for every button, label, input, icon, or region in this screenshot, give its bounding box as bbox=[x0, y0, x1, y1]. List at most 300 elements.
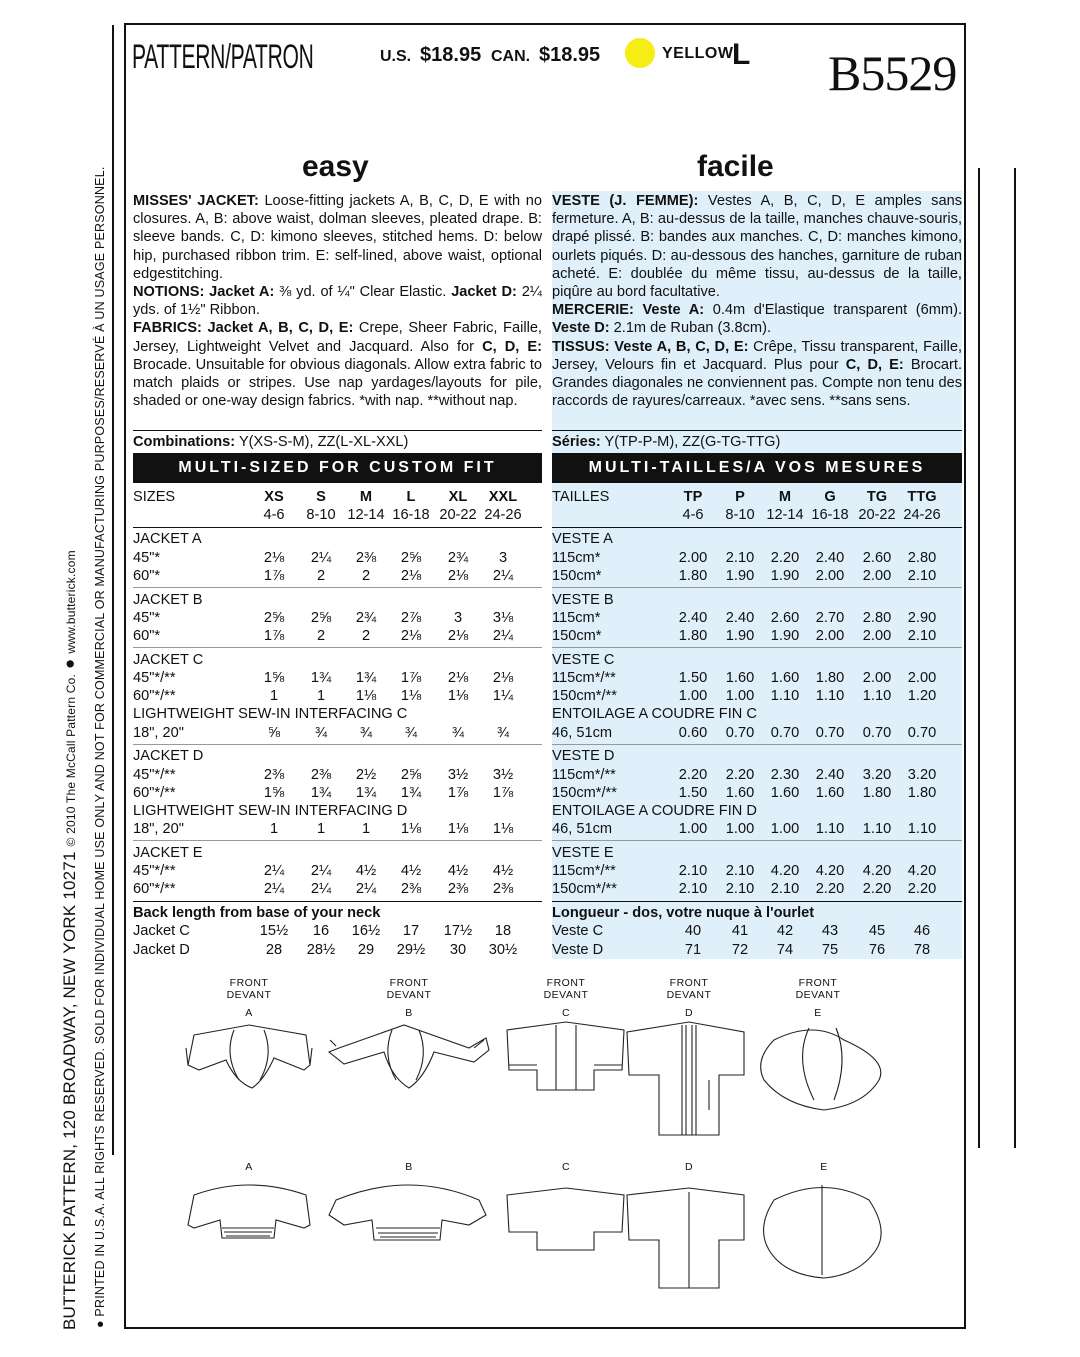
table-cell: 12-14 bbox=[347, 507, 385, 524]
left-rule bbox=[112, 25, 114, 1155]
table-cell: 1.50 bbox=[678, 784, 708, 801]
group-divider bbox=[552, 840, 962, 841]
publisher-address: BUTTERICK PATTERN, 120 BROADWAY, NEW YORK 10271 © 2010 The McCall Pattern Co. ● www.butterick.com bbox=[60, 550, 79, 1330]
table-cell: 2 bbox=[316, 567, 326, 584]
table-cell: ¾ bbox=[451, 724, 465, 741]
row-label: 60"*/** bbox=[133, 784, 176, 801]
table-cell: 1.80 bbox=[678, 567, 708, 584]
view-letter-back: C bbox=[561, 1161, 571, 1173]
table-cell: 2 bbox=[361, 567, 371, 584]
table-cell: 28 bbox=[265, 941, 283, 958]
table-row bbox=[133, 687, 542, 705]
table-row bbox=[133, 724, 542, 742]
english-description: MISSES' JACKET: Loose-fitting jackets A, B, C, D, E with no closures. A, B: above waist, dolman sleeves, pleated drape. B: sleeve bands. C, D: kimono sleeves, stitched hems. D: below hip, purchased ribbon trim. E: self-lined, above waist, optional edgestitching. NOTIONS: Jacket A: ⅜ yd. of ¼" Clear Elastic. Jacket D: 2¼ yds. of 1½" Ribbon. FABRICS: Jacket A, B, C, D, E: Crepe, Sheer Fabric, Faille, Jersey, Lightweight Velvet and Jacquard. Also for C, D, E: Brocade. Unsuitable for obvious diagonals. Allow extra fabric to match plaids or stripes. Use nap yardages/layouts for pile, shaded or one-way design fabrics. *with nap. **without nap. bbox=[133, 193, 543, 410]
table-cell: 4-6 bbox=[263, 507, 285, 524]
table-cell: 2½ bbox=[355, 766, 377, 783]
table-cell: 4½ bbox=[447, 863, 469, 880]
front-label: FRONT bbox=[389, 977, 429, 989]
back-length-divider bbox=[133, 901, 542, 902]
jacket-b-back-drawing bbox=[329, 1185, 486, 1240]
table-row bbox=[133, 669, 542, 687]
table-cell: 76 bbox=[868, 941, 886, 958]
table-cell: 2⅜ bbox=[310, 766, 332, 783]
row-label: VESTE B bbox=[552, 591, 614, 608]
table-cell: 1.90 bbox=[725, 628, 755, 644]
table-cell: 2.10 bbox=[725, 549, 755, 566]
table-row bbox=[552, 766, 962, 784]
table-cell: 24-26 bbox=[484, 507, 522, 524]
english-group-title bbox=[133, 844, 542, 862]
right-rule-2 bbox=[1014, 168, 1016, 1148]
row-label: 46, 51cm bbox=[552, 724, 613, 741]
table-cell: 2.00 bbox=[862, 567, 892, 584]
table-cell: 1¾ bbox=[400, 784, 422, 801]
group-divider bbox=[552, 744, 962, 745]
row-label: Veste D bbox=[552, 941, 604, 958]
table-cell: 1.90 bbox=[725, 567, 755, 584]
table-cell: 1.10 bbox=[815, 688, 845, 705]
row-label: VESTE A bbox=[552, 531, 613, 548]
table-cell: 3⅛ bbox=[492, 609, 514, 626]
view-letter-front: E bbox=[814, 1007, 822, 1019]
row-label: 150cm* bbox=[552, 628, 602, 644]
table-cell: 2.10 bbox=[725, 881, 755, 898]
row-label: JACKET D bbox=[133, 748, 204, 765]
table-cell: 2.10 bbox=[678, 881, 708, 898]
english-group-title bbox=[133, 530, 542, 548]
row-label: VESTE C bbox=[552, 651, 615, 668]
row-label: Jacket C bbox=[133, 923, 190, 940]
front-label: FRONT bbox=[546, 977, 586, 989]
table-cell: 2.90 bbox=[907, 609, 937, 626]
row-label: LIGHTWEIGHT SEW-IN INTERFACING D bbox=[133, 803, 408, 819]
table-cell: 18 bbox=[494, 923, 512, 940]
row-label: 150cm*/** bbox=[552, 688, 617, 705]
english-divider bbox=[133, 430, 542, 431]
english-combinations: Combinations: Y(XS-S-M), ZZ(L-XL-XXL) bbox=[133, 434, 409, 450]
table-row bbox=[552, 724, 962, 742]
table-cell: 2.20 bbox=[907, 881, 937, 898]
table-cell: 29 bbox=[357, 941, 375, 958]
table-row bbox=[552, 627, 962, 645]
table-cell: 8-10 bbox=[306, 507, 336, 524]
table-cell: 2⅛ bbox=[447, 567, 469, 584]
table-cell: 1.10 bbox=[862, 688, 892, 705]
table-cell: 1⅛ bbox=[400, 821, 422, 838]
table-row bbox=[133, 766, 542, 784]
front-label: FRONT bbox=[669, 977, 709, 989]
table-cell: 17 bbox=[402, 923, 420, 940]
table-row bbox=[133, 567, 542, 585]
row-label: 60"*/** bbox=[133, 688, 176, 705]
row-label: 60"*/** bbox=[133, 881, 176, 898]
table-cell: 1.00 bbox=[770, 821, 800, 838]
table-cell: 2⅛ bbox=[400, 567, 422, 584]
table-row bbox=[552, 567, 962, 585]
table-cell: 2 bbox=[316, 628, 326, 644]
table-row bbox=[133, 549, 542, 567]
row-label: 45"* bbox=[133, 549, 161, 566]
table-cell: 1.00 bbox=[725, 821, 755, 838]
french-interfacing-title bbox=[552, 802, 962, 820]
table-cell: 2.80 bbox=[862, 609, 892, 626]
table-cell: 1¾ bbox=[355, 784, 377, 801]
group-divider bbox=[133, 647, 542, 648]
table-cell: TTG bbox=[907, 489, 937, 505]
table-cell: 2¼ bbox=[310, 881, 332, 898]
french-sizes-header bbox=[552, 488, 962, 506]
row-label: 60"* bbox=[133, 628, 161, 644]
back-length-divider bbox=[552, 901, 962, 902]
table-divider bbox=[133, 527, 542, 528]
row-label: JACKET C bbox=[133, 651, 204, 668]
table-cell: 1.60 bbox=[770, 670, 800, 686]
table-cell: 1⅞ bbox=[263, 567, 285, 584]
table-cell: 41 bbox=[731, 923, 749, 940]
difficulty-french: facile bbox=[697, 150, 774, 183]
view-letter-front: B bbox=[405, 1007, 413, 1019]
table-cell: L bbox=[406, 489, 416, 505]
table-cell: 16-18 bbox=[811, 507, 849, 524]
english-group-title bbox=[133, 591, 542, 609]
table-cell: 1⅞ bbox=[400, 670, 422, 686]
table-cell: 1.10 bbox=[862, 821, 892, 838]
row-label: SIZES bbox=[133, 489, 176, 505]
table-cell: 4.20 bbox=[770, 863, 800, 880]
english-size-bar: MULTI-SIZED FOR CUSTOM FIT bbox=[133, 453, 542, 483]
row-label: 18", 20" bbox=[133, 724, 184, 741]
row-label: VESTE E bbox=[552, 845, 614, 861]
group-divider bbox=[133, 587, 542, 588]
table-cell: 2.10 bbox=[770, 881, 800, 898]
table-cell: 2⅜ bbox=[447, 881, 469, 898]
table-cell: 2.10 bbox=[678, 863, 708, 880]
table-cell: 2⅝ bbox=[310, 609, 332, 626]
table-cell: 1 bbox=[316, 688, 326, 705]
table-cell: 0.70 bbox=[815, 724, 845, 741]
table-cell: 3½ bbox=[492, 766, 514, 783]
table-row bbox=[133, 922, 542, 940]
table-cell: 2¼ bbox=[263, 881, 285, 898]
table-cell: 2.40 bbox=[678, 609, 708, 626]
table-cell: 1.10 bbox=[770, 688, 800, 705]
table-cell: 3½ bbox=[447, 766, 469, 783]
table-cell: 1⅝ bbox=[263, 670, 285, 686]
table-cell: 1⅛ bbox=[447, 821, 469, 838]
table-cell: 1 bbox=[269, 821, 279, 838]
table-cell: 4.20 bbox=[862, 863, 892, 880]
table-cell: 1¼ bbox=[492, 688, 514, 705]
table-cell: 46 bbox=[913, 923, 931, 940]
table-cell: 2⅞ bbox=[400, 609, 422, 626]
english-group-title bbox=[133, 651, 542, 669]
jacket-a-front-drawing bbox=[186, 1025, 312, 1088]
yellow-dot-icon bbox=[625, 38, 655, 68]
group-divider bbox=[133, 744, 542, 745]
pattern-number: B5529 bbox=[828, 45, 957, 101]
front-label: DEVANT bbox=[795, 989, 841, 1001]
table-cell: 0.60 bbox=[678, 724, 708, 741]
table-row bbox=[552, 609, 962, 627]
view-letter-front: A bbox=[245, 1007, 253, 1019]
table-cell: 72 bbox=[731, 941, 749, 958]
table-cell: 1⅞ bbox=[492, 784, 514, 801]
row-label: 150cm*/** bbox=[552, 784, 617, 801]
table-cell: 1.80 bbox=[678, 628, 708, 644]
table-cell: 28½ bbox=[306, 941, 336, 958]
table-row bbox=[133, 609, 542, 627]
french-combinations: Séries: Y(TP-P-M), ZZ(G-TG-TTG) bbox=[552, 434, 781, 450]
table-cell: 1 bbox=[269, 688, 279, 705]
table-cell: 71 bbox=[684, 941, 702, 958]
view-letter-back: A bbox=[245, 1161, 253, 1173]
table-row bbox=[133, 862, 542, 880]
group-divider bbox=[133, 840, 542, 841]
table-cell: 2.60 bbox=[770, 609, 800, 626]
table-divider bbox=[552, 527, 962, 528]
table-cell: S bbox=[316, 489, 326, 505]
table-cell: 1.80 bbox=[862, 784, 892, 801]
front-label: FRONT bbox=[229, 977, 269, 989]
table-cell: 45 bbox=[868, 923, 886, 940]
row-label: 115cm* bbox=[552, 609, 601, 626]
table-cell: 2.40 bbox=[725, 609, 755, 626]
jacket-b-front-drawing bbox=[329, 1025, 489, 1088]
table-cell: ¾ bbox=[496, 724, 510, 741]
table-cell: 2.40 bbox=[815, 549, 845, 566]
row-label: 150cm* bbox=[552, 567, 602, 584]
table-cell: XXL bbox=[488, 489, 518, 505]
table-cell: 16 bbox=[312, 923, 330, 940]
front-label: DEVANT bbox=[386, 989, 432, 1001]
table-cell: 78 bbox=[913, 941, 931, 958]
row-label: 18", 20" bbox=[133, 821, 184, 838]
row-label: 60"* bbox=[133, 567, 161, 584]
table-cell: 1.00 bbox=[678, 821, 708, 838]
table-cell: 2.20 bbox=[678, 766, 708, 783]
french-interfacing-title bbox=[552, 705, 962, 723]
row-label: Back length from base of your neck bbox=[133, 905, 381, 922]
table-cell: 1.60 bbox=[725, 784, 755, 801]
english-interfacing-title bbox=[133, 705, 542, 723]
table-cell: 2⅜ bbox=[492, 881, 514, 898]
french-divider bbox=[552, 430, 962, 431]
front-label: DEVANT bbox=[543, 989, 589, 1001]
table-cell: 2¼ bbox=[310, 863, 332, 880]
table-cell: 2.00 bbox=[815, 567, 845, 584]
english-back-length-title bbox=[133, 904, 542, 922]
table-cell: 2.00 bbox=[678, 549, 708, 566]
table-cell: TP bbox=[683, 489, 703, 505]
table-cell: 42 bbox=[776, 923, 794, 940]
can-price: CAN. $18.95 bbox=[491, 44, 601, 66]
table-cell: 2¼ bbox=[492, 567, 514, 584]
table-cell: 2.10 bbox=[907, 628, 937, 644]
table-cell: 2.20 bbox=[815, 881, 845, 898]
right-rule-1 bbox=[978, 168, 980, 1148]
table-cell: 1.80 bbox=[815, 670, 845, 686]
row-label: JACKET A bbox=[133, 531, 202, 548]
usage-notice: ● PRINTED IN U.S.A. ALL RIGHTS RESERVED. SOLD FOR INDIVIDUAL HOME USE ONLY AND NOT FOR COMMERCIAL OR MANUFACTURING PURPOSES/RESERVÉ À UN USAGE PERSONNEL. bbox=[93, 166, 107, 1328]
table-cell: 1.80 bbox=[907, 784, 937, 801]
row-label: 115cm*/** bbox=[552, 863, 616, 880]
row-label: Jacket D bbox=[133, 941, 190, 958]
table-cell: 20-22 bbox=[858, 507, 896, 524]
table-cell: 1.60 bbox=[770, 784, 800, 801]
english-size-ranges bbox=[133, 506, 542, 524]
table-row bbox=[133, 941, 542, 959]
garment-illustrations bbox=[124, 970, 966, 1310]
view-letter-back: D bbox=[684, 1161, 694, 1173]
table-cell: 2.10 bbox=[725, 863, 755, 880]
english-group-title bbox=[133, 747, 542, 765]
table-cell: 8-10 bbox=[725, 507, 755, 524]
row-label: 45"*/** bbox=[133, 670, 176, 686]
table-cell: 2⅜ bbox=[400, 881, 422, 898]
jacket-a-back-drawing bbox=[188, 1185, 310, 1238]
table-cell: P bbox=[735, 489, 745, 505]
table-cell: 2⅛ bbox=[263, 549, 285, 566]
row-label: 115cm*/** bbox=[552, 766, 616, 783]
table-cell: M bbox=[778, 489, 792, 505]
table-cell: 1⅛ bbox=[400, 688, 422, 705]
table-row bbox=[552, 820, 962, 838]
table-cell: ¾ bbox=[359, 724, 373, 741]
table-cell: 20-22 bbox=[439, 507, 477, 524]
table-cell: ⅝ bbox=[267, 724, 281, 741]
table-cell: 2.20 bbox=[725, 766, 755, 783]
table-cell: 3 bbox=[453, 609, 463, 626]
table-cell: 30 bbox=[449, 941, 467, 958]
jacket-d-back-drawing bbox=[627, 1188, 744, 1288]
table-cell: XS bbox=[264, 489, 284, 505]
table-cell: TG bbox=[866, 489, 888, 505]
table-cell: 2.00 bbox=[907, 670, 937, 686]
pattern-label: PATTERN/PATRON bbox=[132, 38, 314, 76]
table-cell: 1.90 bbox=[770, 567, 800, 584]
row-label: 45"*/** bbox=[133, 863, 176, 880]
table-cell: 1.00 bbox=[678, 688, 708, 705]
table-cell: 2.00 bbox=[862, 628, 892, 644]
table-cell: 2.00 bbox=[862, 670, 892, 686]
table-cell: 0.70 bbox=[862, 724, 892, 741]
table-row bbox=[133, 627, 542, 645]
view-letter-front: C bbox=[561, 1007, 571, 1019]
row-label: 115cm* bbox=[552, 549, 601, 566]
table-cell: 1.20 bbox=[907, 688, 937, 705]
table-row bbox=[133, 820, 542, 838]
table-cell: 2.40 bbox=[815, 766, 845, 783]
table-cell: 29½ bbox=[396, 941, 426, 958]
table-cell: 1.10 bbox=[815, 821, 845, 838]
table-cell: 2.70 bbox=[815, 609, 845, 626]
jacket-e-front-drawing bbox=[761, 1028, 881, 1110]
table-cell: 1⅞ bbox=[263, 628, 285, 644]
table-cell: XL bbox=[448, 489, 468, 505]
table-cell: 4½ bbox=[355, 863, 377, 880]
table-cell: 2⅛ bbox=[492, 670, 514, 686]
table-cell: 4.20 bbox=[815, 863, 845, 880]
row-label: ENTOILAGE A COUDRE FIN C bbox=[552, 706, 757, 723]
table-cell: 1¾ bbox=[310, 670, 332, 686]
table-cell: 16-18 bbox=[392, 507, 430, 524]
copyright: © 2010 The McCall Pattern Co. bbox=[64, 673, 78, 847]
table-cell: 2.60 bbox=[862, 549, 892, 566]
table-cell: 30½ bbox=[488, 941, 518, 958]
table-cell: 2¼ bbox=[492, 628, 514, 644]
table-cell: 2.20 bbox=[862, 881, 892, 898]
table-cell: M bbox=[359, 489, 373, 505]
table-cell: 3.20 bbox=[862, 766, 892, 783]
jacket-c-back-drawing bbox=[507, 1188, 624, 1250]
french-group-title bbox=[552, 651, 962, 669]
table-cell: 2.10 bbox=[907, 567, 937, 584]
table-cell: 17½ bbox=[443, 923, 473, 940]
row-label: 115cm*/** bbox=[552, 670, 616, 686]
row-label: JACKET B bbox=[133, 591, 203, 608]
english-interfacing-title bbox=[133, 802, 542, 820]
row-label: VESTE D bbox=[552, 748, 615, 765]
table-cell: 2¼ bbox=[263, 863, 285, 880]
row-label: Veste C bbox=[552, 923, 604, 940]
table-cell: 1⅛ bbox=[447, 688, 469, 705]
table-cell: 2.80 bbox=[907, 549, 937, 566]
table-cell: 3.20 bbox=[907, 766, 937, 783]
row-label: 45"* bbox=[133, 609, 161, 626]
table-cell: 2¾ bbox=[447, 549, 469, 566]
table-cell: 2⅛ bbox=[400, 628, 422, 644]
table-cell: 1⅝ bbox=[263, 784, 285, 801]
table-cell: 4½ bbox=[492, 863, 514, 880]
french-group-title bbox=[552, 591, 962, 609]
row-label: ENTOILAGE A COUDRE FIN D bbox=[552, 803, 757, 819]
row-label: Longueur - dos, votre nuque à l'ourlet bbox=[552, 905, 815, 922]
table-row bbox=[552, 549, 962, 567]
table-cell: 43 bbox=[821, 923, 839, 940]
table-row bbox=[552, 687, 962, 705]
french-group-title bbox=[552, 530, 962, 548]
us-price: U.S. $18.95 bbox=[380, 44, 482, 66]
table-cell: 1.00 bbox=[725, 688, 755, 705]
table-cell: 2⅛ bbox=[447, 670, 469, 686]
table-cell: 2⅜ bbox=[263, 766, 285, 783]
table-cell: 16½ bbox=[351, 923, 381, 940]
table-cell: 2⅝ bbox=[263, 609, 285, 626]
table-cell: 4.20 bbox=[907, 863, 937, 880]
table-cell: 2⅝ bbox=[400, 766, 422, 783]
table-cell: 74 bbox=[776, 941, 794, 958]
row-label: 45"*/** bbox=[133, 766, 176, 783]
row-label: 150cm*/** bbox=[552, 881, 617, 898]
table-row bbox=[133, 880, 542, 898]
table-row bbox=[552, 784, 962, 802]
table-row bbox=[552, 862, 962, 880]
table-cell: 0.70 bbox=[907, 724, 937, 741]
table-cell: 1⅛ bbox=[355, 688, 377, 705]
table-cell: 1.90 bbox=[770, 628, 800, 644]
group-divider bbox=[552, 587, 962, 588]
website: www.butterick.com bbox=[64, 550, 78, 654]
table-cell: 1.60 bbox=[725, 670, 755, 686]
jacket-e-back-drawing bbox=[764, 1185, 882, 1278]
table-cell: 2⅜ bbox=[355, 549, 377, 566]
english-yardage-table bbox=[133, 488, 542, 958]
table-cell: 12-14 bbox=[766, 507, 804, 524]
table-cell: 1¾ bbox=[310, 784, 332, 801]
difficulty-english: easy bbox=[302, 150, 369, 183]
table-row bbox=[552, 669, 962, 687]
french-group-title bbox=[552, 844, 962, 862]
